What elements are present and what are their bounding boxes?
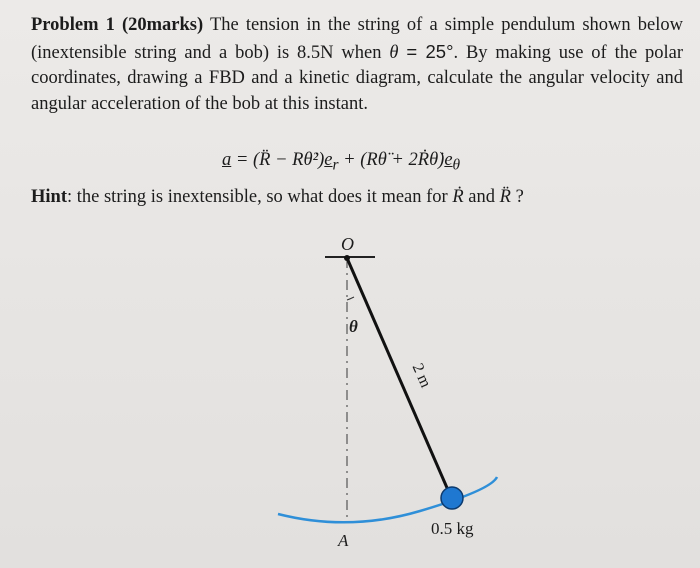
pendulum-bob <box>441 487 463 509</box>
mass-label: 0.5 kg <box>431 519 474 538</box>
formula-transverse-term: + (Rθ̈ + 2Ṙθ̇) <box>338 150 445 170</box>
formula-er: e <box>324 150 333 170</box>
hint-rdot: Ṙ <box>452 187 464 207</box>
formula-etheta-sub: θ <box>452 156 461 174</box>
formula-er-sub: r <box>332 156 339 174</box>
pivot-point <box>344 255 350 261</box>
problem-text-part2: . By making use of the polar coordinates, drawing a FBD and a kinetic diagram, calculate the angular velocity and angular acceleration of the bob at this instant. <box>31 42 684 114</box>
problem-title: Problem 1 (20marks) <box>31 15 204 35</box>
formula-radial-term: = (R̈ − Rθ̇²) <box>231 150 325 170</box>
formula-lhs: a <box>222 150 232 170</box>
hint-and: and <box>468 187 495 207</box>
angle-label: θ <box>349 317 358 336</box>
formula-etheta: e <box>444 150 453 170</box>
angle-value: = 25° <box>406 40 454 62</box>
length-label: 2 m <box>408 360 435 391</box>
hint-label: Hint <box>31 187 67 207</box>
hint-text: : the string is inextensible, so what does it mean for <box>66 187 448 207</box>
problem-text-part1: The tension in the string of a simple pendulum shown below (inextensible string and a bob) is 8.5N when <box>31 15 684 63</box>
pivot-label: O <box>341 234 354 254</box>
angle-arc <box>347 297 354 300</box>
hint-rddot: R̈ <box>499 187 511 207</box>
hint-end: ? <box>515 187 524 207</box>
theta-symbol: θ <box>389 42 399 63</box>
point-a-label: A <box>338 531 349 550</box>
pendulum-string <box>347 258 451 497</box>
swing-arc <box>278 477 497 522</box>
